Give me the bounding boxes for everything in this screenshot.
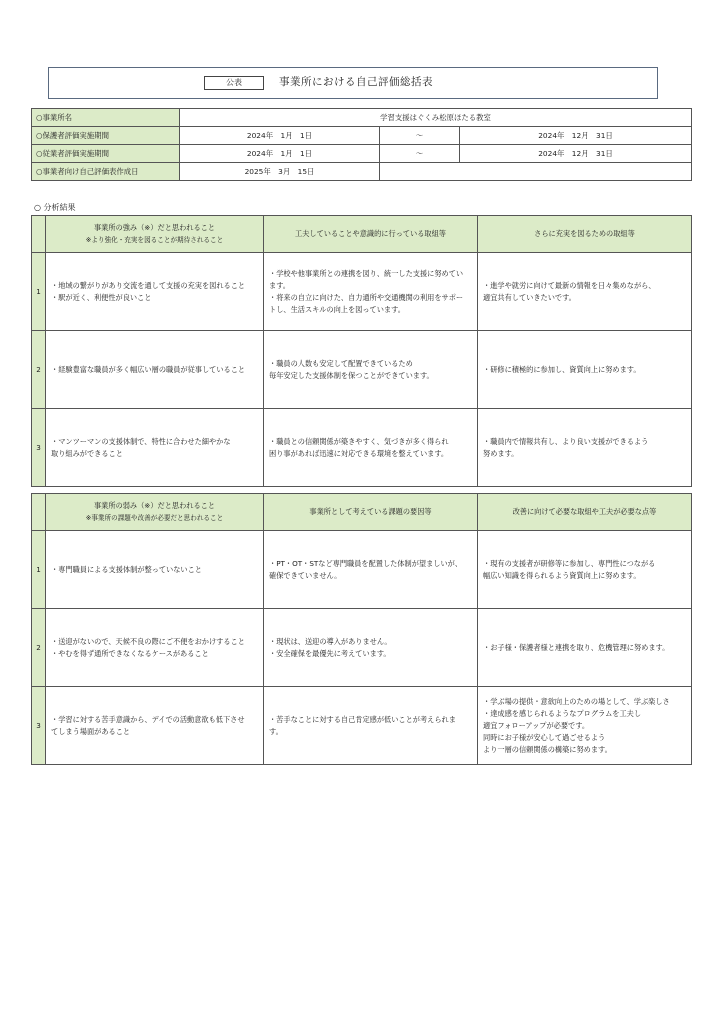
cell-text-line: 努めます。 xyxy=(483,448,519,458)
cell-c2 xyxy=(264,253,478,331)
table-row xyxy=(32,409,692,487)
strengths-header-row xyxy=(32,216,692,253)
cell-text-line: ・学校や他事業所との連携を図り、統一した支援に努めてい xyxy=(269,268,464,278)
cell-text-line: ・職員との信頼関係が築きやすく、気づきが多く得られ xyxy=(269,436,449,446)
cell-text-line: 適宜共有していきたいです。 xyxy=(483,292,576,302)
cell-text-line: ・経験豊富な職員が多く幅広い層の職員が従事していること xyxy=(51,364,246,374)
table-row xyxy=(32,331,692,409)
cell-text-line: ・PT・OT・STなど専門職員を配置した体制が望ましいが、 xyxy=(269,558,463,568)
guardian-period-end: 2024年 12月 31日 xyxy=(460,127,692,145)
weaknesses-header-col1 xyxy=(46,494,264,531)
cell-text-line: 確保できていません。 xyxy=(269,570,342,580)
cell-text-line: ・学ぶ場の提供・意欲向上のための場として、学ぶ楽しさ xyxy=(483,696,670,706)
table-row xyxy=(32,253,692,331)
weaknesses-table xyxy=(31,493,692,765)
strengths-header-subtitle: ※より強化・充実を図ることが期待されること xyxy=(85,236,224,244)
cell-c2 xyxy=(264,687,478,765)
cell-text-line: 困り事があれば迅速に対応できる環境を整えています。 xyxy=(269,448,449,458)
cell-text-line: 取り組みができること xyxy=(51,448,123,458)
cell-text-line: ・マンツーマンの支援体制で、特性に合わせた細やかな xyxy=(51,436,231,446)
guardian-period-start: 2024年 1月 1日 xyxy=(180,127,380,145)
created-date: 2025年 3月 15日 xyxy=(180,163,380,181)
cell-c1 xyxy=(46,531,264,609)
row-number: 3 xyxy=(32,409,46,487)
cell-c3 xyxy=(478,409,692,487)
cell-c3 xyxy=(478,687,692,765)
weaknesses-header-title: 事業所の弱み（※）だと思われること xyxy=(93,501,216,510)
cell-text-line: ・送迎がないので、天候不良の際にご不便をおかけすること xyxy=(51,636,245,646)
cell-text-line: す。 xyxy=(269,726,283,736)
cell-c1 xyxy=(46,687,264,765)
row-number: 1 xyxy=(32,531,46,609)
cell-text-line: ・達成感を感じられるようなプログラムを工夫し xyxy=(483,708,642,718)
cell-c3 xyxy=(478,531,692,609)
table-row xyxy=(32,531,692,609)
cell-text-line: ・安全確保を最優先に考えています。 xyxy=(269,648,391,658)
strengths-header-title: 事業所の強み（※）だと思われること xyxy=(93,223,216,232)
row-number: 1 xyxy=(32,253,46,331)
cell-text-line: ・現有の支援者が研修等に参加し、専門性につながる xyxy=(483,558,656,568)
cell-text-line: ます。 xyxy=(269,280,290,290)
strengths-header-col2: 工夫していることや意識的に行っている取組等 xyxy=(264,216,478,253)
cell-c1 xyxy=(46,331,264,409)
created-date-empty xyxy=(380,163,692,181)
staff-period-separator: ～ xyxy=(380,145,460,163)
cell-c3 xyxy=(478,253,692,331)
guardian-period-separator: ～ xyxy=(380,127,460,145)
cell-c2 xyxy=(264,331,478,409)
cell-c1 xyxy=(46,253,264,331)
cell-text-line: トし、生活スキルの向上を図っています。 xyxy=(269,304,405,314)
cell-text-line: ・学習に対する苦手意識から、デイでの活動意欲も低下させ xyxy=(51,714,245,724)
row-number: 2 xyxy=(32,331,46,409)
cell-text-line: ・専門職員による支援体制が整っていないこと xyxy=(51,564,202,574)
info-row-staff xyxy=(32,145,692,163)
staff-period-start: 2024年 1月 1日 xyxy=(180,145,380,163)
cell-c1 xyxy=(46,609,264,687)
cell-text-line: ・地域の繋がりがあり交流を通して支援の充実を図れること xyxy=(51,280,246,290)
cell-c2 xyxy=(264,531,478,609)
strengths-header-col3: さらに充実を図るための取組等 xyxy=(478,216,692,253)
cell-text-line: ・職員の人数も安定して配置できているため xyxy=(269,358,413,368)
cell-text-line: ・お子様・保護者様と連携を取り、危機管理に努めます。 xyxy=(483,642,670,652)
cell-c3 xyxy=(478,331,692,409)
office-name: 学習支援はぐくみ松原ほたる教室 xyxy=(180,109,692,127)
cell-c2 xyxy=(264,609,478,687)
info-row-guardian xyxy=(32,127,692,145)
cell-text-line: ・将来の自立に向けた、自力通所や交通機関の利用をサポー xyxy=(269,292,464,302)
cell-text-line: 幅広い知識を得られるよう資質向上に努めます。 xyxy=(483,570,641,580)
cell-text-line: ・進学や就労に向けて最新の情報を日々集めながら、 xyxy=(483,280,656,290)
table-row xyxy=(32,687,692,765)
info-row-office xyxy=(32,109,692,127)
table-row xyxy=(32,609,692,687)
weaknesses-header-subtitle: ※事業所の課題や改善が必要だと思われること xyxy=(85,514,224,522)
weaknesses-header-row xyxy=(32,494,692,531)
cell-c2 xyxy=(264,409,478,487)
strengths-table xyxy=(31,215,692,487)
cell-text-line: ・現状は、送迎の導入がありません。 xyxy=(269,636,392,646)
guardian-period-label: ○保護者評価実施期間 xyxy=(32,127,180,145)
analysis-section-label: ○ 分析結果 xyxy=(34,203,76,212)
title-box xyxy=(48,67,658,99)
weaknesses-header-col2: 事業所として考えている課題の要因等 xyxy=(264,494,478,531)
public-badge: 公表 xyxy=(204,76,264,90)
cell-text-line: ・苦手なことに対する自己肯定感が低いことが考えられま xyxy=(269,714,456,724)
document-title: 事業所における自己評価総括表 xyxy=(279,76,433,88)
cell-c3 xyxy=(478,609,692,687)
office-label: ○事業所名 xyxy=(32,109,180,127)
cell-text-line: 同時にお子様が安心して過ごせるよう xyxy=(483,732,606,742)
cell-text-line: 適宜フォローアップが必要です。 xyxy=(483,720,590,730)
cell-text-line: ・駅が近く、利便性が良いこと xyxy=(51,292,152,302)
info-row-created xyxy=(32,163,692,181)
created-date-label: ○事業者向け自己評価表作成日 xyxy=(32,163,180,181)
cell-text-line: ・研修に積極的に参加し、資質向上に努めます。 xyxy=(483,364,641,374)
weaknesses-header-num xyxy=(32,494,46,531)
cell-c1 xyxy=(46,409,264,487)
row-number: 2 xyxy=(32,609,46,687)
cell-text-line: 毎年安定した支援体制を保つことができています。 xyxy=(269,370,434,380)
staff-period-end: 2024年 12月 31日 xyxy=(460,145,692,163)
cell-text-line: ・職員内で情報共有し、より良い支援ができるよう xyxy=(483,436,649,446)
row-number: 3 xyxy=(32,687,46,765)
info-table xyxy=(31,108,692,181)
strengths-header-num xyxy=(32,216,46,253)
cell-text-line: てしまう場面があること xyxy=(51,726,131,736)
cell-text-line: より一層の信頼関係の構築に努めます。 xyxy=(483,744,612,754)
cell-text-line: ・やむを得ず通所できなくなるケースがあること xyxy=(51,648,209,658)
strengths-header-col1 xyxy=(46,216,264,253)
weaknesses-header-col3: 改善に向けて必要な取組や工夫が必要な点等 xyxy=(478,494,692,531)
staff-period-label: ○従業者評価実施期間 xyxy=(32,145,180,163)
